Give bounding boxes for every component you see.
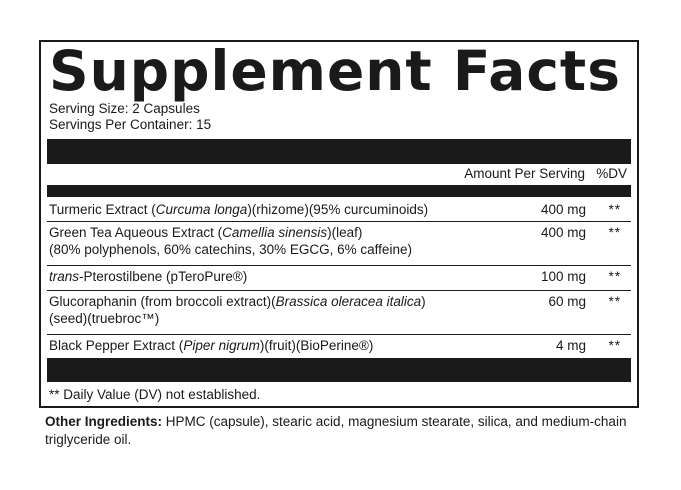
- dv-header: %DV: [596, 166, 627, 181]
- ingredient-dv: **: [608, 202, 621, 217]
- ingredient-amount: 4 mg: [555, 338, 586, 353]
- ingredient-dv: **: [608, 294, 621, 309]
- ingredient-row: [47, 266, 631, 291]
- ingredient-dv: **: [608, 269, 621, 284]
- ingredient-name: Turmeric Extract (Curcuma longa)(rhizome)(95% curcuminoids): [49, 202, 429, 217]
- ingredient-row: [47, 199, 631, 222]
- ingredient-row: [47, 291, 631, 335]
- other-ingredients: [45, 413, 635, 449]
- thick-divider-header: [47, 185, 631, 197]
- ingredient-row: [47, 222, 631, 266]
- ingredient-dv: **: [608, 338, 621, 353]
- panel-title: Supplement Facts: [49, 39, 621, 103]
- ingredient-name: Glucoraphanin (from broccoli extract)(Brassica oleracea italica) (seed)(truebroc™): [49, 294, 426, 326]
- ingredient-name: Green Tea Aqueous Extract (Camellia sinensis)(leaf) (80% polyphenols, 60% catechins, 30% EGCG, 6% caffeine): [49, 225, 412, 257]
- dv-footnote: ** Daily Value (DV) not established.: [49, 387, 261, 402]
- ingredient-row: [47, 335, 631, 357]
- ingredient-amount: 60 mg: [548, 294, 586, 309]
- thick-divider-top: [47, 139, 631, 164]
- thick-divider-bottom: [47, 358, 631, 382]
- ingredient-amount: 400 mg: [540, 202, 586, 217]
- ingredient-amount: 400 mg: [540, 225, 586, 240]
- amount-per-serving-header: Amount Per Serving: [464, 166, 585, 181]
- serving-size: Serving Size: 2 Capsules: [49, 101, 200, 116]
- other-ingredients-label: Other Ingredients:: [45, 414, 163, 429]
- ingredient-name: Black Pepper Extract (Piper nigrum)(fruit)(BioPerine®): [49, 338, 374, 353]
- ingredient-amount: 100 mg: [540, 269, 586, 284]
- supplement-facts-panel: [39, 40, 639, 408]
- other-ingredients-text: HPMC (capsule), stearic acid, magnesium stearate, silica, and medium-chain triglyceride oil.: [45, 414, 627, 447]
- ingredient-dv: **: [608, 225, 621, 240]
- ingredient-name: trans-Pterostilbene (pTeroPure®): [49, 269, 248, 284]
- servings-per-container: Servings Per Container: 15: [49, 117, 212, 132]
